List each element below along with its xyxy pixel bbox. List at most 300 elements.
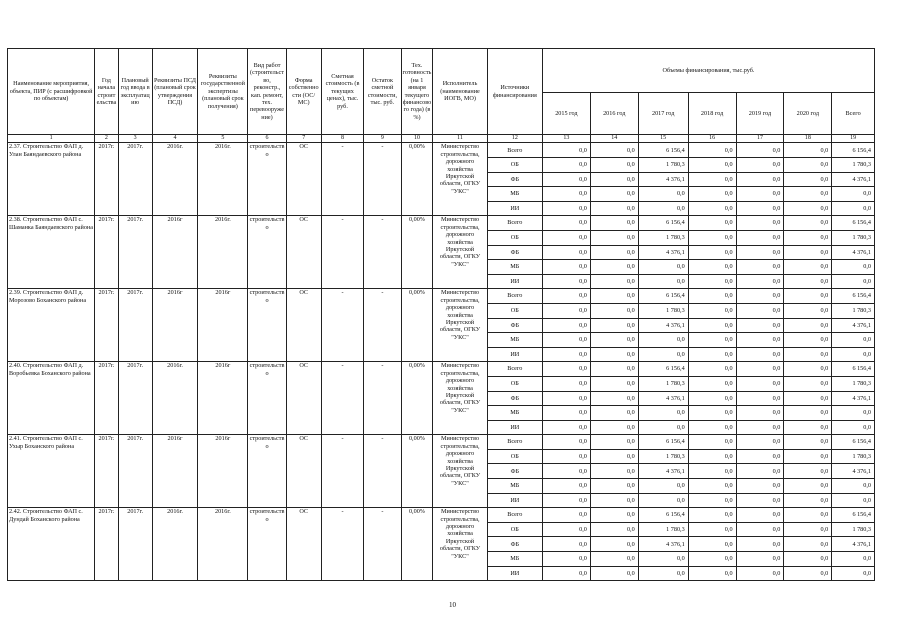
project-ownership: ОС <box>286 435 321 508</box>
project-readiness: 0,00% <box>401 289 433 362</box>
funding-value: 0,0 <box>688 172 736 187</box>
funding-value: 0,0 <box>784 303 832 318</box>
funding-value: 6 156,4 <box>832 508 875 523</box>
funding-value: 0,0 <box>736 522 784 537</box>
funding-value: 0,0 <box>542 289 590 304</box>
funding-value: 0,0 <box>638 552 688 567</box>
funding-value: 0,0 <box>688 566 736 581</box>
funding-value: 1 780,3 <box>638 522 688 537</box>
funding-value: 0,0 <box>638 406 688 421</box>
funding-value: 0,0 <box>736 216 784 231</box>
funding-source: ОБ <box>487 158 542 173</box>
project-commission-year: 2017г. <box>118 289 152 362</box>
project-ownership: ОС <box>286 143 321 216</box>
project-psd-year: 2016г <box>152 435 198 508</box>
funding-value: 0,0 <box>590 479 638 494</box>
funding-value: 0,0 <box>736 479 784 494</box>
funding-source: ИИ <box>487 347 542 362</box>
project-remaining-cost: - <box>364 216 401 289</box>
funding-value: 0,0 <box>638 420 688 435</box>
hdr-sources: Источники финансирования <box>487 49 542 135</box>
funding-value: 0,0 <box>590 449 638 464</box>
funding-value: 0,0 <box>784 552 832 567</box>
project-commission-year: 2017г. <box>118 143 152 216</box>
column-number: 14 <box>590 135 638 143</box>
funding-value: 0,0 <box>542 318 590 333</box>
funding-value: 0,0 <box>784 158 832 173</box>
funding-value: 0,0 <box>542 303 590 318</box>
funding-value: 0,0 <box>590 508 638 523</box>
funding-value: 0,0 <box>736 187 784 202</box>
project-start-year: 2017г. <box>95 143 118 216</box>
funding-value: 0,0 <box>542 537 590 552</box>
project-expertise-year: 2016г. <box>198 143 248 216</box>
project-estimate-cost: - <box>321 362 364 435</box>
column-number: 5 <box>198 135 248 143</box>
funding-value: 0,0 <box>736 464 784 479</box>
hdr-remaining: Остаток сметной стоимости, тыс. руб. <box>364 49 401 135</box>
funding-value: 0,0 <box>736 245 784 260</box>
funding-value: 0,0 <box>688 289 736 304</box>
hdr-work-type: Вид работ (строительство, реконстр., кап. ремонт, тех. перевооружение) <box>248 49 286 135</box>
funding-value: 0,0 <box>784 362 832 377</box>
funding-value: 0,0 <box>542 449 590 464</box>
hdr-executor: Исполнитель (наименование ИОГВ, МО) <box>433 49 487 135</box>
funding-value: 0,0 <box>590 216 638 231</box>
funding-value: 0,0 <box>590 522 638 537</box>
funding-value: 0,0 <box>784 435 832 450</box>
funding-value: 0,0 <box>736 347 784 362</box>
funding-value: 6 156,4 <box>832 362 875 377</box>
project-name: 2.41. Строительство ФАП с. Ухыр Боханского района <box>8 435 95 508</box>
funding-value: 1 780,3 <box>638 158 688 173</box>
funding-value: 4 376,1 <box>638 464 688 479</box>
funding-value: 0,0 <box>688 333 736 348</box>
funding-value: 4 376,1 <box>832 172 875 187</box>
funding-value: 0,0 <box>638 333 688 348</box>
funding-value: 0,0 <box>688 493 736 508</box>
table-row <box>8 216 875 231</box>
funding-value: 0,0 <box>542 274 590 289</box>
funding-value: 0,0 <box>784 333 832 348</box>
table-row <box>8 508 875 523</box>
project-estimate-cost: - <box>321 435 364 508</box>
project-start-year: 2017г. <box>95 508 118 581</box>
project-remaining-cost: - <box>364 508 401 581</box>
project-executor: Министерство строительства, дорожного хозяйства Иркутской области, ОГКУ "УКС" <box>433 143 487 216</box>
funding-value: 0,0 <box>832 493 875 508</box>
funding-value: 0,0 <box>542 493 590 508</box>
funding-value: 0,0 <box>688 143 736 158</box>
funding-value: 0,0 <box>736 391 784 406</box>
project-start-year: 2017г. <box>95 362 118 435</box>
funding-value: 0,0 <box>688 376 736 391</box>
column-number: 10 <box>401 135 433 143</box>
funding-value: 0,0 <box>542 522 590 537</box>
funding-value: 4 376,1 <box>832 245 875 260</box>
project-expertise-year: 2016г. <box>198 508 248 581</box>
funding-value: 0,0 <box>688 508 736 523</box>
funding-value: 0,0 <box>590 406 638 421</box>
funding-value: 0,0 <box>590 333 638 348</box>
funding-value: 0,0 <box>688 245 736 260</box>
funding-value: 0,0 <box>736 376 784 391</box>
funding-value: 0,0 <box>590 493 638 508</box>
project-work-type: строительство <box>248 508 286 581</box>
project-remaining-cost: - <box>364 143 401 216</box>
funding-source: ФБ <box>487 172 542 187</box>
funding-value: 0,0 <box>736 435 784 450</box>
funding-value: 6 156,4 <box>638 216 688 231</box>
funding-value: 0,0 <box>832 260 875 275</box>
funding-value: 0,0 <box>688 362 736 377</box>
table-row <box>8 362 875 377</box>
project-commission-year: 2017г. <box>118 216 152 289</box>
funding-value: 0,0 <box>590 245 638 260</box>
funding-value: 4 376,1 <box>638 172 688 187</box>
funding-source: Всего <box>487 508 542 523</box>
funding-value: 0,0 <box>542 201 590 216</box>
funding-source: ФБ <box>487 537 542 552</box>
funding-value: 1 780,3 <box>638 376 688 391</box>
funding-value: 0,0 <box>542 230 590 245</box>
funding-value: 0,0 <box>590 303 638 318</box>
hdr-readiness: Тех. готовность (на 1 января текущего финансового года) (в %) <box>401 49 433 135</box>
funding-source: МБ <box>487 333 542 348</box>
funding-value: 0,0 <box>688 274 736 289</box>
funding-value: 0,0 <box>542 347 590 362</box>
column-number: 17 <box>736 135 784 143</box>
funding-value: 0,0 <box>688 464 736 479</box>
funding-value: 0,0 <box>688 420 736 435</box>
column-number: 13 <box>542 135 590 143</box>
project-expertise-year: 2016г <box>198 289 248 362</box>
funding-value: 1 780,3 <box>638 303 688 318</box>
funding-value: 0,0 <box>784 566 832 581</box>
funding-value: 0,0 <box>736 508 784 523</box>
funding-value: 0,0 <box>736 420 784 435</box>
funding-value: 0,0 <box>784 143 832 158</box>
funding-value: 0,0 <box>542 464 590 479</box>
funding-value: 0,0 <box>736 362 784 377</box>
funding-value: 1 780,3 <box>832 230 875 245</box>
column-number: 7 <box>286 135 321 143</box>
funding-value: 0,0 <box>736 172 784 187</box>
funding-value: 0,0 <box>784 245 832 260</box>
funding-source: МБ <box>487 552 542 567</box>
funding-value: 0,0 <box>784 274 832 289</box>
funding-value: 0,0 <box>638 493 688 508</box>
funding-value: 0,0 <box>688 303 736 318</box>
column-number: 12 <box>487 135 542 143</box>
project-ownership: ОС <box>286 362 321 435</box>
funding-value: 0,0 <box>784 187 832 202</box>
funding-value: 0,0 <box>736 274 784 289</box>
funding-value: 0,0 <box>542 479 590 494</box>
funding-value: 0,0 <box>590 172 638 187</box>
funding-value: 6 156,4 <box>638 289 688 304</box>
project-executor: Министерство строительства, дорожного хозяйства Иркутской области, ОГКУ "УКС" <box>433 216 487 289</box>
funding-value: 0,0 <box>688 406 736 421</box>
funding-value: 0,0 <box>736 230 784 245</box>
funding-value: 0,0 <box>542 260 590 275</box>
hdr-commission-year: Плановый год ввода в эксплуатацию <box>118 49 152 135</box>
hdr-estimate: Сметная стоимость (в текущих ценах), тыс. руб. <box>321 49 364 135</box>
column-number: 11 <box>433 135 487 143</box>
funding-value: 0,0 <box>784 537 832 552</box>
funding-source: ОБ <box>487 303 542 318</box>
funding-value: 0,0 <box>688 537 736 552</box>
funding-value: 0,0 <box>832 566 875 581</box>
funding-source: Всего <box>487 143 542 158</box>
project-psd-year: 2016г. <box>152 362 198 435</box>
funding-value: 0,0 <box>542 172 590 187</box>
project-psd-year: 2016г. <box>152 143 198 216</box>
funding-value: 0,0 <box>542 333 590 348</box>
funding-value: 0,0 <box>590 187 638 202</box>
funding-value: 6 156,4 <box>638 435 688 450</box>
project-readiness: 0,00% <box>401 435 433 508</box>
funding-value: 0,0 <box>590 537 638 552</box>
project-estimate-cost: - <box>321 143 364 216</box>
funding-value: 0,0 <box>784 260 832 275</box>
funding-value: 0,0 <box>736 260 784 275</box>
funding-value: 0,0 <box>638 187 688 202</box>
funding-value: 1 780,3 <box>832 158 875 173</box>
funding-value: 0,0 <box>688 449 736 464</box>
hdr-year: 2018 год <box>688 93 736 135</box>
funding-value: 4 376,1 <box>638 537 688 552</box>
funding-value: 1 780,3 <box>832 303 875 318</box>
project-name: 2.40. Строительство ФАП д. Воробьевка Боханского района <box>8 362 95 435</box>
project-start-year: 2017г. <box>95 289 118 362</box>
table-row <box>8 435 875 450</box>
funding-value: 0,0 <box>736 493 784 508</box>
funding-value: 0,0 <box>638 566 688 581</box>
project-readiness: 0,00% <box>401 508 433 581</box>
project-remaining-cost: - <box>364 362 401 435</box>
funding-source: ИИ <box>487 420 542 435</box>
funding-value: 0,0 <box>590 391 638 406</box>
funding-source: ИИ <box>487 274 542 289</box>
funding-value: 6 156,4 <box>638 362 688 377</box>
hdr-year: 2019 год <box>736 93 784 135</box>
funding-value: 0,0 <box>832 347 875 362</box>
funding-value: 0,0 <box>784 420 832 435</box>
project-commission-year: 2017г. <box>118 435 152 508</box>
funding-value: 0,0 <box>590 230 638 245</box>
funding-value: 0,0 <box>638 479 688 494</box>
funding-value: 0,0 <box>590 376 638 391</box>
funding-value: 0,0 <box>688 552 736 567</box>
table-row <box>8 143 875 158</box>
funding-value: 0,0 <box>590 318 638 333</box>
project-psd-year: 2016г. <box>152 508 198 581</box>
project-work-type: строительство <box>248 143 286 216</box>
project-psd-year: 2016г <box>152 289 198 362</box>
hdr-funding: Объемы финансирования, тыс.руб. <box>542 49 874 93</box>
funding-value: 0,0 <box>688 522 736 537</box>
column-number: 3 <box>118 135 152 143</box>
funding-value: 4 376,1 <box>638 391 688 406</box>
project-name: 2.37. Строительство ФАП д. Улан Баяндаевского района <box>8 143 95 216</box>
project-work-type: строительство <box>248 435 286 508</box>
project-ownership: ОС <box>286 508 321 581</box>
hdr-year: 2016 год <box>590 93 638 135</box>
funding-value: 0,0 <box>590 158 638 173</box>
column-number: 15 <box>638 135 688 143</box>
hdr-start-year: Год начала строительства <box>95 49 118 135</box>
column-number: 6 <box>248 135 286 143</box>
funding-source: ОБ <box>487 522 542 537</box>
funding-value: 4 376,1 <box>638 245 688 260</box>
project-expertise-year: 2016г. <box>198 216 248 289</box>
funding-value: 0,0 <box>784 493 832 508</box>
funding-value: 0,0 <box>542 406 590 421</box>
funding-value: 0,0 <box>736 289 784 304</box>
funding-value: 0,0 <box>542 143 590 158</box>
funding-value: 1 780,3 <box>638 449 688 464</box>
funding-value: 0,0 <box>688 230 736 245</box>
funding-source: ОБ <box>487 230 542 245</box>
funding-value: 0,0 <box>736 143 784 158</box>
funding-value: 0,0 <box>784 230 832 245</box>
hdr-ownership: Форма собственности (ОС/МС) <box>286 49 321 135</box>
funding-value: 0,0 <box>590 435 638 450</box>
project-commission-year: 2017г. <box>118 508 152 581</box>
project-executor: Министерство строительства, дорожного хозяйства Иркутской области, ОГКУ "УКС" <box>433 289 487 362</box>
funding-value: 0,0 <box>736 158 784 173</box>
funding-value: 0,0 <box>590 464 638 479</box>
funding-value: 4 376,1 <box>638 318 688 333</box>
funding-value: 0,0 <box>590 289 638 304</box>
funding-value: 0,0 <box>784 449 832 464</box>
funding-value: 0,0 <box>784 522 832 537</box>
funding-value: 0,0 <box>832 479 875 494</box>
funding-value: 0,0 <box>590 347 638 362</box>
project-commission-year: 2017г. <box>118 362 152 435</box>
column-number: 4 <box>152 135 198 143</box>
funding-value: 0,0 <box>736 318 784 333</box>
funding-value: 0,0 <box>688 318 736 333</box>
funding-source: Всего <box>487 216 542 231</box>
funding-value: 6 156,4 <box>832 289 875 304</box>
project-estimate-cost: - <box>321 216 364 289</box>
funding-value: 0,0 <box>590 201 638 216</box>
funding-value: 0,0 <box>832 406 875 421</box>
funding-value: 0,0 <box>832 420 875 435</box>
funding-value: 6 156,4 <box>832 143 875 158</box>
funding-value: 0,0 <box>784 376 832 391</box>
project-expertise-year: 2016г <box>198 435 248 508</box>
column-number: 18 <box>784 135 832 143</box>
funding-value: 0,0 <box>542 245 590 260</box>
project-start-year: 2017г. <box>95 435 118 508</box>
budget-table <box>7 48 875 581</box>
funding-value: 0,0 <box>736 552 784 567</box>
project-executor: Министерство строительства, дорожного хозяйства Иркутской области, ОГКУ "УКС" <box>433 362 487 435</box>
funding-source: ФБ <box>487 318 542 333</box>
funding-value: 0,0 <box>688 435 736 450</box>
funding-value: 0,0 <box>542 552 590 567</box>
funding-value: 0,0 <box>784 172 832 187</box>
funding-value: 0,0 <box>688 201 736 216</box>
table-header <box>8 49 875 143</box>
project-estimate-cost: - <box>321 508 364 581</box>
funding-value: 0,0 <box>638 347 688 362</box>
column-number-row <box>8 135 875 143</box>
funding-source: МБ <box>487 187 542 202</box>
funding-value: 0,0 <box>832 552 875 567</box>
funding-value: 0,0 <box>688 187 736 202</box>
funding-source: МБ <box>487 406 542 421</box>
project-work-type: строительство <box>248 289 286 362</box>
column-number: 16 <box>688 135 736 143</box>
funding-value: 0,0 <box>542 362 590 377</box>
funding-source: ИИ <box>487 201 542 216</box>
funding-value: 0,0 <box>784 464 832 479</box>
funding-value: 0,0 <box>784 406 832 421</box>
funding-value: 0,0 <box>736 303 784 318</box>
funding-value: 0,0 <box>736 201 784 216</box>
project-executor: Министерство строительства, дорожного хозяйства Иркутской области, ОГКУ "УКС" <box>433 435 487 508</box>
funding-value: 0,0 <box>736 449 784 464</box>
funding-value: 1 780,3 <box>832 376 875 391</box>
funding-value: 0,0 <box>688 479 736 494</box>
funding-value: 4 376,1 <box>832 318 875 333</box>
funding-value: 0,0 <box>590 552 638 567</box>
funding-value: 0,0 <box>542 216 590 231</box>
funding-value: 0,0 <box>590 362 638 377</box>
project-work-type: строительство <box>248 216 286 289</box>
column-number: 8 <box>321 135 364 143</box>
funding-value: 1 780,3 <box>638 230 688 245</box>
funding-value: 0,0 <box>542 391 590 406</box>
hdr-name: Наименование мероприятия, объекта, ПИР (с расшифровкой по объектам) <box>8 49 95 135</box>
funding-value: 6 156,4 <box>638 143 688 158</box>
funding-source: ИИ <box>487 566 542 581</box>
funding-value: 0,0 <box>832 274 875 289</box>
funding-value: 0,0 <box>542 435 590 450</box>
project-executor: Министерство строительства, дорожного хозяйства Иркутской области, ОГКУ "УКС" <box>433 508 487 581</box>
project-remaining-cost: - <box>364 435 401 508</box>
funding-value: 0,0 <box>542 158 590 173</box>
funding-value: 0,0 <box>590 274 638 289</box>
funding-value: 0,0 <box>832 333 875 348</box>
funding-value: 0,0 <box>590 143 638 158</box>
funding-value: 0,0 <box>784 347 832 362</box>
hdr-year: 2015 год <box>542 93 590 135</box>
funding-source: ИИ <box>487 493 542 508</box>
funding-value: 0,0 <box>736 566 784 581</box>
funding-value: 1 780,3 <box>832 449 875 464</box>
funding-value: 0,0 <box>784 216 832 231</box>
funding-value: 0,0 <box>784 318 832 333</box>
funding-source: ОБ <box>487 449 542 464</box>
project-work-type: строительство <box>248 362 286 435</box>
column-number: 19 <box>832 135 875 143</box>
funding-value: 0,0 <box>688 391 736 406</box>
project-start-year: 2017г. <box>95 216 118 289</box>
funding-source: ОБ <box>487 376 542 391</box>
funding-value: 0,0 <box>784 391 832 406</box>
funding-source: ФБ <box>487 464 542 479</box>
funding-value: 0,0 <box>832 187 875 202</box>
funding-source: Всего <box>487 289 542 304</box>
funding-source: ФБ <box>487 391 542 406</box>
funding-value: 0,0 <box>688 347 736 362</box>
hdr-expertise: Реквизиты государственной экспертизы (плановый срок получения) <box>198 49 248 135</box>
